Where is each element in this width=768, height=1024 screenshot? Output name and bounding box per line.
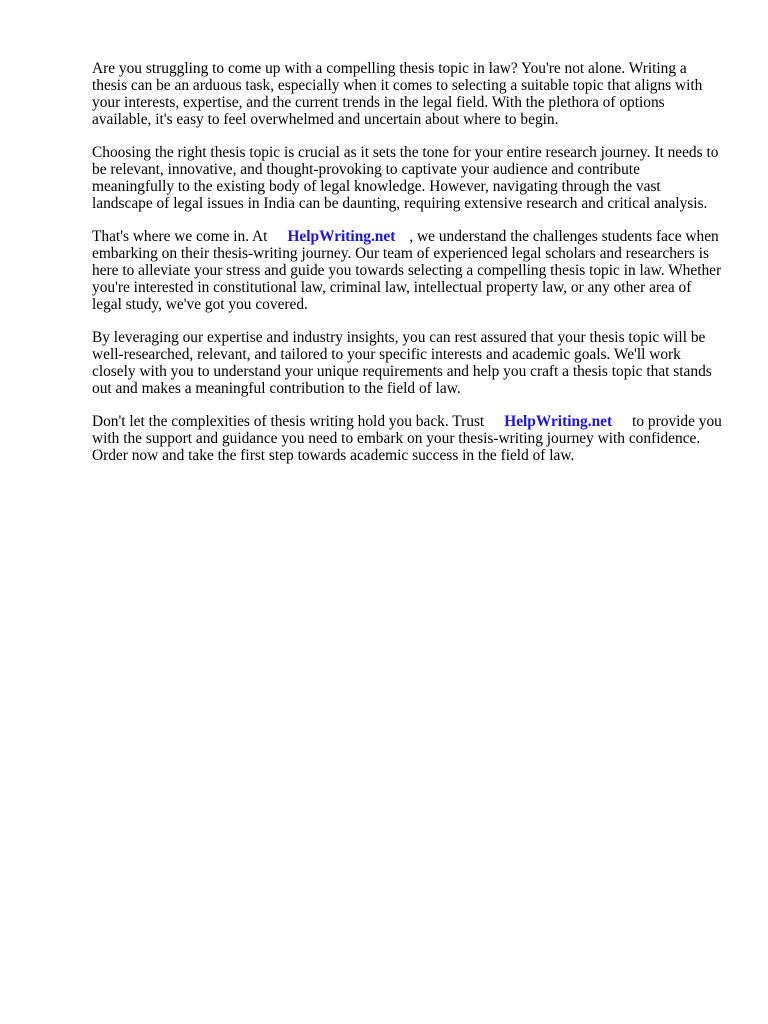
paragraph-intro: Are you struggling to come up with a compelling thesis topic in law? You're not alone. Writing a thesis can be an arduous task, especially when it comes to selecting a suitable topic that aligns with your interests, expertise, and the current trends in the legal field. With the plethora of options available, it's easy to feel overwhelmed and uncertain about where to begin.	[92, 60, 703, 128]
helpwriting-link[interactable]: HelpWriting.net	[287, 228, 396, 245]
paragraph-about-service-rest: , we understand the challenges students face when embarking on their thesis-writing journey. Our team of experienced legal scholars and researchers is here to alleviate your stress and guide you towards selecting a compelling thesis topic in law. Whether you're interested in constitutional law, criminal law, intellectual property law, or any other area of legal study, we've got you covered.	[92, 228, 722, 313]
paragraph-about-service	[92, 228, 722, 313]
paragraph-expertise: By leveraging our expertise and industry insights, you can rest assured that your thesis topic will be well-researched, relevant, and tailored to your specific interests and academic goals. We'll work closely with you to understand your unique requirements and help you craft a thesis topic that stands out and makes a meaningful contribution to the field of law.	[92, 329, 712, 397]
paragraph-call-to-action-lead: Don't let the complexities of thesis writing hold you back. Trust	[92, 413, 485, 430]
document-body	[92, 60, 722, 480]
paragraph-choosing-topic: Choosing the right thesis topic is crucial as it sets the tone for your entire research journey. It needs to be relevant, innovative, and thought-provoking to captivate your audience and contribute meaningfully to the existing body of legal knowledge. However, navigating through the vast landscape of legal issues in India can be daunting, requiring extensive research and critical analysis.	[92, 144, 719, 212]
helpwriting-link-cta[interactable]: HelpWriting.net	[504, 413, 613, 430]
paragraph-about-service-lead: That's where we come in. At	[92, 228, 268, 245]
paragraph-call-to-action-rest: to provide you with the support and guidance you need to embark on your thesis-writing journey with confidence. Order now and take the first step towards academic success in the field of law.	[92, 413, 722, 464]
paragraph-call-to-action	[92, 413, 722, 464]
